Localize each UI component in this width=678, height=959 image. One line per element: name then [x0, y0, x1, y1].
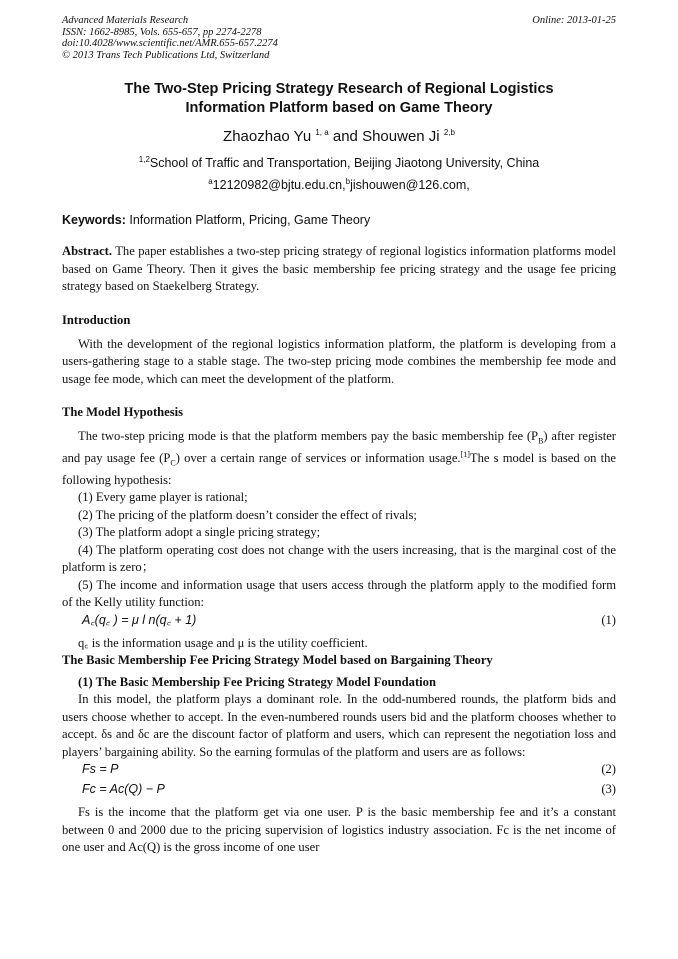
introduction-text: With the development of the regional logistics information platform, the platform is developing from a users-gathering stage to a stable stage. The two-step pricing mode combines the membership fee mode and usage fee mode, which can meet the development of the platform.	[62, 336, 616, 386]
bargaining-closing: Fs is the income that the platform get via one user. P is the basic membership fee and it’s a constant between 0 and 2000 due to the pricing supervision of logistics industry association. Fc is the net income of one user and Ac(Q) is the gross income of one user	[62, 805, 616, 854]
hypothesis-item: (5) The income and information usage that users access through the platform apply to the modified form of the Kelly utility function:	[62, 577, 616, 610]
introduction-heading: Introduction	[62, 313, 131, 327]
email-b[interactable]: jishouwen@126.com,	[350, 178, 470, 192]
hyp-text-a: The two-step pricing mode is that the platform members pay the basic membership fee (P	[78, 428, 539, 443]
author-1-sup: 1, a	[315, 128, 329, 137]
hypothesis-item: (4) The platform operating cost does not change with the users increasing, that is the marginal cost of the platform is zero；	[62, 542, 616, 575]
authors	[62, 128, 616, 145]
journal-name: Advanced Materials Research	[62, 15, 189, 26]
email-a[interactable]: 12120982@bjtu.edu.cn,	[212, 178, 346, 192]
bargaining-heading: The Basic Membership Fee Pricing Strategy Model based on Bargaining Theory	[62, 653, 493, 667]
equation-2-number: (2)	[601, 762, 616, 776]
keywords-label: Keywords:	[62, 213, 126, 227]
copyright: © 2013 Trans Tech Publications Ltd, Switzerland	[62, 49, 270, 61]
doi: doi:10.4028/www.scientific.net/AMR.655-657.2274	[62, 38, 278, 49]
hypothesis-heading: The Model Hypothesis	[62, 405, 184, 419]
hyp-sub-c: C	[170, 458, 176, 468]
hyp-text-c: ) over a certain range of services or information usage.	[175, 450, 461, 465]
emails	[62, 178, 616, 192]
issn: ISSN: 1662-8985, Vols. 655-657, pp 2274-2278	[62, 26, 262, 38]
equation-1-note: q꜀ is the information usage and μ is the utility coefficient.	[78, 635, 368, 650]
author-and: and	[328, 128, 363, 145]
title-line-2: Information Platform based on Game Theory	[185, 100, 493, 116]
hyp-text-d: The s model is based on the following hypothesis:	[62, 450, 617, 487]
hypothesis-item: (2) The pricing of the platform doesn’t consider the effect of rivals;	[78, 507, 417, 522]
bargaining-subheading: (1) The Basic Membership Fee Pricing Strategy Model Foundation	[78, 674, 436, 689]
online-date: Online: 2013-01-25	[532, 15, 616, 26]
equation-3-formula: Fc = Ac(Q) − P	[82, 782, 165, 796]
equation-3	[62, 781, 616, 801]
hypothesis-section	[62, 404, 616, 652]
author-1: Zhaozhao Yu	[223, 128, 312, 145]
email-a-sup: a	[208, 176, 213, 186]
hyp-text-b: ) after register and pay usage fee (P	[62, 428, 616, 465]
equation-1-number: (1)	[601, 612, 616, 627]
affil-sup: 1,2	[138, 154, 150, 164]
title-line-1: The Two-Step Pricing Strategy Research of Regional Logistics	[124, 81, 554, 97]
citation-ref[interactable]: [1]	[460, 449, 470, 459]
hypothesis-para	[62, 428, 616, 490]
keywords-text: Information Platform, Pricing, Game Theory	[125, 213, 371, 227]
equation-1	[62, 612, 616, 632]
equation-3-number: (3)	[601, 782, 616, 796]
hyp-sub-b: B	[538, 436, 544, 446]
equation-1-formula: A꜀(q꜀ ) = μ l n(q꜀ + 1)	[82, 612, 197, 627]
affil-text: School of Traffic and Transportation, Beijing Jiaotong University, China	[149, 156, 540, 170]
email-b-sup: b	[345, 176, 351, 186]
affiliation	[62, 156, 616, 170]
bargaining-section	[62, 652, 616, 857]
author-2: Shouwen Ji	[362, 128, 440, 145]
author-2-sup: 2,b	[443, 128, 455, 137]
equation-2-formula: Fs = P	[82, 762, 119, 776]
abstract-label: Abstract.	[62, 244, 113, 258]
equation-2	[62, 761, 616, 781]
introduction-section	[62, 312, 616, 388]
bargaining-text: In this model, the platform plays a dominant role. In the odd-numbered rounds, the platform bids and users choose whether to accept. In the even-numbered rounds users bid and the platform chooses whether to accept. δs and δc are the discount factor of platform and users, which can represent the negotiation loss and players’ bargaining ability. So the earning formulas of the platform and users are as follows:	[62, 692, 616, 759]
abstract-text: The paper establishes a two-step pricing strategy of regional logistics information platforms model based on Game Theory. Then it gives the basic membership fee pricing strategy and the usage fee pricing strategy based on Staekelberg Strategy.	[62, 244, 616, 293]
paper-title	[62, 80, 616, 118]
keywords	[62, 213, 616, 227]
running-header	[62, 15, 616, 61]
hypothesis-item: (3) The platform adopt a single pricing strategy;	[78, 525, 321, 540]
abstract	[62, 243, 616, 296]
hypothesis-item: (1) Every game player is rational;	[78, 490, 248, 505]
